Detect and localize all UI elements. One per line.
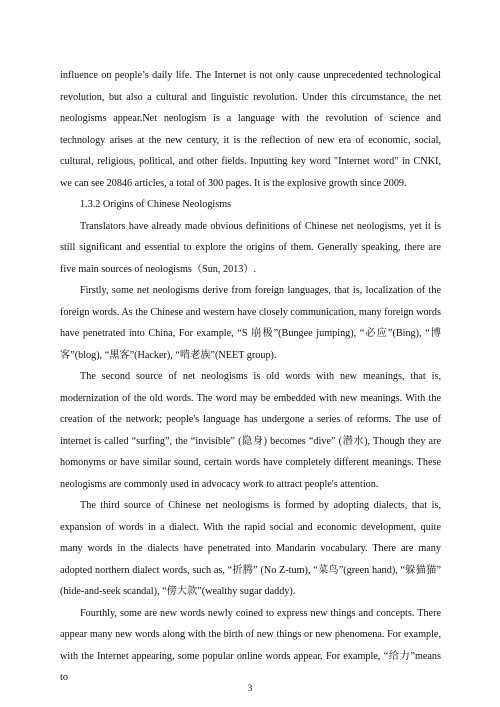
body-text — [60, 65, 441, 689]
page-number: 3 — [247, 683, 253, 693]
paragraph-new-coinages: Fourthly, some are new words newly coined to express new things and concepts. There appear many new words along with the birth of new things or new phenomena. For example, with the Internet appearing, some popular online words appear. For example, “给力”means to — [60, 607, 441, 683]
paragraph-dialects: The third source of Chinese net neologisms is formed by adopting dialects, that is, expansion of words in a dialect. With the rapid social and economic development, quite many words in the dialects have penetrated into Mandarin vocabulary. There are many adopted northern dialect words, such as, “折腾” (No Z-tum), “菜鸟”(green hand), “躲猫猫” (hide-and-seek scandal), “傍大款”(wealthy sugar daddy). — [60, 500, 441, 597]
paragraph-foreign-words: Firstly, some net neologisms derive from foreign languages, that is, localization of the foreign words. As the Chinese and western have closely communication, many foreign words have penetrated into China, For example, “S 崩极”(Bungee jumping), “必应”(Bing), “博客”(blog), “黑客”(Hacker), “啃老族”(NEET group). — [60, 285, 441, 361]
paragraph-old-words-new-meanings: The second source of net neologisms is old words with new meanings, that is, modernization of the old words. The word may be embedded with new meanings. With the creation of the network; people's language has undergone a series of reforms. The use of internet is called “surfing”, the “invisible” (隐身) becomes “dive” (潜水), Though they are homonyms or have similar sound, certain words have completely different meanings. These neologisms are commonly used in advocacy work to attract people's attention. — [60, 371, 441, 490]
paragraph-origins-overview: Translators have already made obvious definitions of Chinese net neologisms, yet it is still significant and essential to explore the origins of them. Generally speaking, there are five main sources of neologisms（Sun, 2013）. — [60, 220, 441, 275]
paragraph-intro-continued: influence on people’s daily life. The Internet is not only cause unprecedented technological revolution, but also a cultural and linguistic revolution. Under this circumstance, the net neologisms appear.Net neologism is a language with the revolution of science and technology arises at the new century, it is the reflection of new era of economic, social, cultural, religious, political, and other fields. Inputting key word "Internet word" in CNKI, we can see 20846 articles, a total of 300 pages. It is the explosive growth since 2009. — [60, 70, 441, 189]
section-heading: 1.3.2 Origins of Chinese Neologisms — [80, 199, 232, 210]
